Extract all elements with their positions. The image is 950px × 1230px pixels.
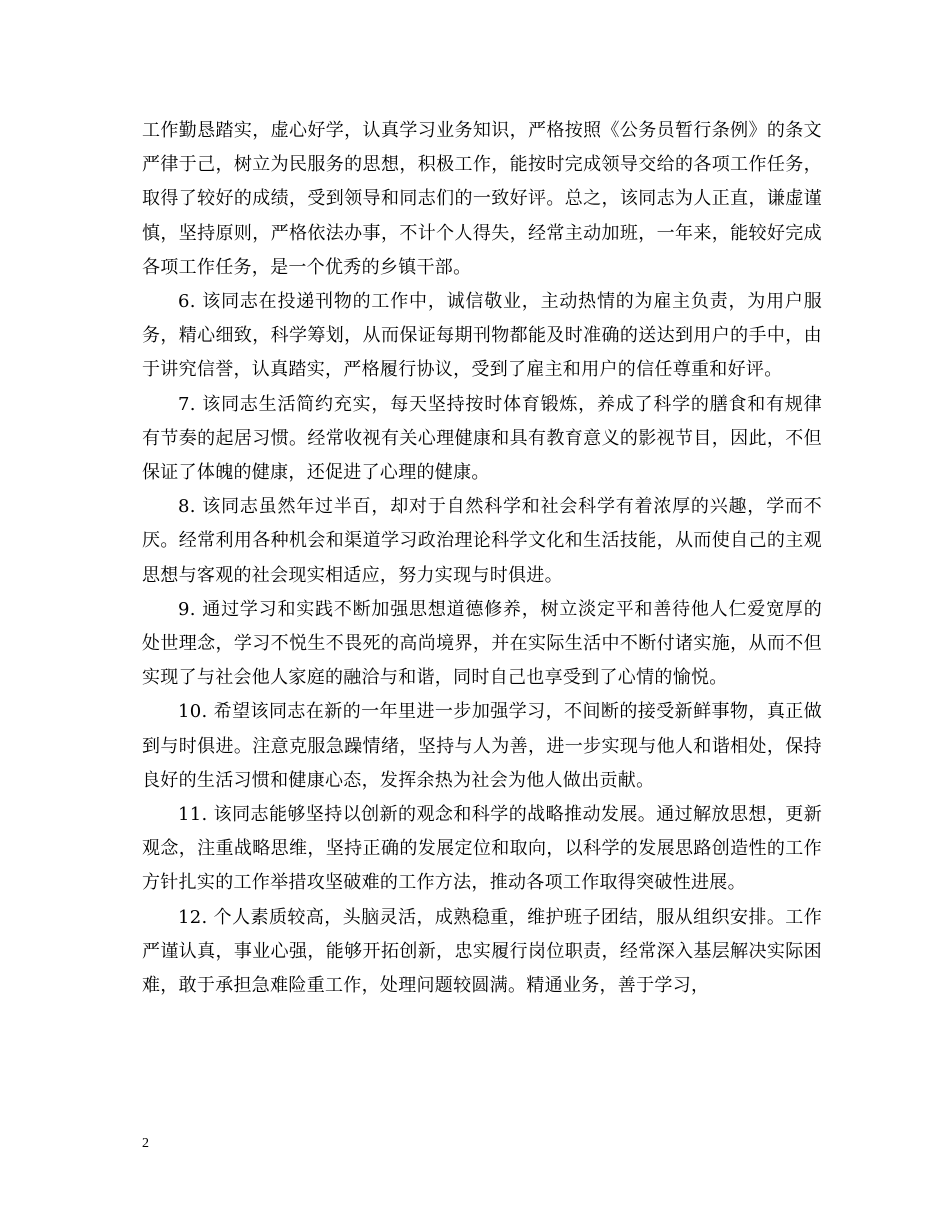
paragraph-item-10: 10. 希望该同志在新的一年里进一步加强学习，不间断的接受新鲜事物，真正做到与时俱进。注意克服急躁情绪，坚持与人为善，进一步实现与他人和谐相处，保持良好的生活习惯和健康心态，发挥余热为社会为他人做出贡献。 [142, 701, 822, 791]
document-body [142, 114, 822, 1003]
paragraph-item-12: 12. 个人素质较高，头脑灵活，成熟稳重，维护班子团结，服从组织安排。工作严谨认真，事业心强，能够开拓创新，忠实履行岗位职责，经常深入基层解决实际困难，敢于承担急难险重工作，处理问题较圆满。精通业务，善于学习， [142, 906, 822, 997]
paragraph-item-6: 6. 该同志在投递刊物的工作中，诚信敬业，主动热情的为雇主负责，为用户服务，精心细致，科学筹划，从而保证每期刊物都能及时准确的送达到用户的手中，由于讲究信誉，认真踏实，严格履行协议，受到了雇主和用户的信任尊重和好评。 [142, 291, 822, 381]
page-number: 2 [142, 1136, 149, 1151]
paragraph-item-9: 9. 通过学习和实践不断加强思想道德修养，树立淡定平和善待他人仁爱宽厚的处世理念，学习不悦生不畏死的高尚境界，并在实际生活中不断付诸实施，从而不但实现了与社会他人家庭的融洽与和谐，同时自己也享受到了心情的愉悦。 [142, 598, 822, 689]
paragraph-continuation: 工作勤恳踏实，虚心好学，认真学习业务知识，严格按照《公务员暂行条例》的条文严律于己，树立为民服务的思想，积极工作，能按时完成领导交给的各项工作任务，取得了较好的成绩，受到领导和同志们的一致好评。总之，该同志为人正直，谦虚谨慎，坚持原则，严格依法办事，不计个人得失，经常主动加班，一年来，能较好完成各项工作任务，是一个优秀的乡镇干部。 [142, 120, 822, 278]
paragraph-item-7: 7. 该同志生活简约充实，每天坚持按时体育锻炼，养成了科学的膳食和有规律有节奏的起居习惯。经常收视有关心理健康和具有教育意义的影视节目，因此，不但保证了体魄的健康，还促进了心理的健康。 [142, 393, 822, 484]
paragraph-item-8: 8. 该同志虽然年过半百，却对于自然科学和社会科学有着浓厚的兴趣，学而不厌。经常利用各种机会和渠道学习政治理论科学文化和生活技能，从而使自己的主观思想与客观的社会现实相适应，努力实现与时俱进。 [142, 496, 822, 586]
paragraph-item-11: 11. 该同志能够坚持以创新的观念和科学的战略推动发展。通过解放思想，更新观念，注重战略思维，坚持正确的发展定位和取向，以科学的发展思路创造性的工作方针扎实的工作举措攻坚破难的工作方法，推动各项工作取得突破性进展。 [142, 804, 822, 894]
